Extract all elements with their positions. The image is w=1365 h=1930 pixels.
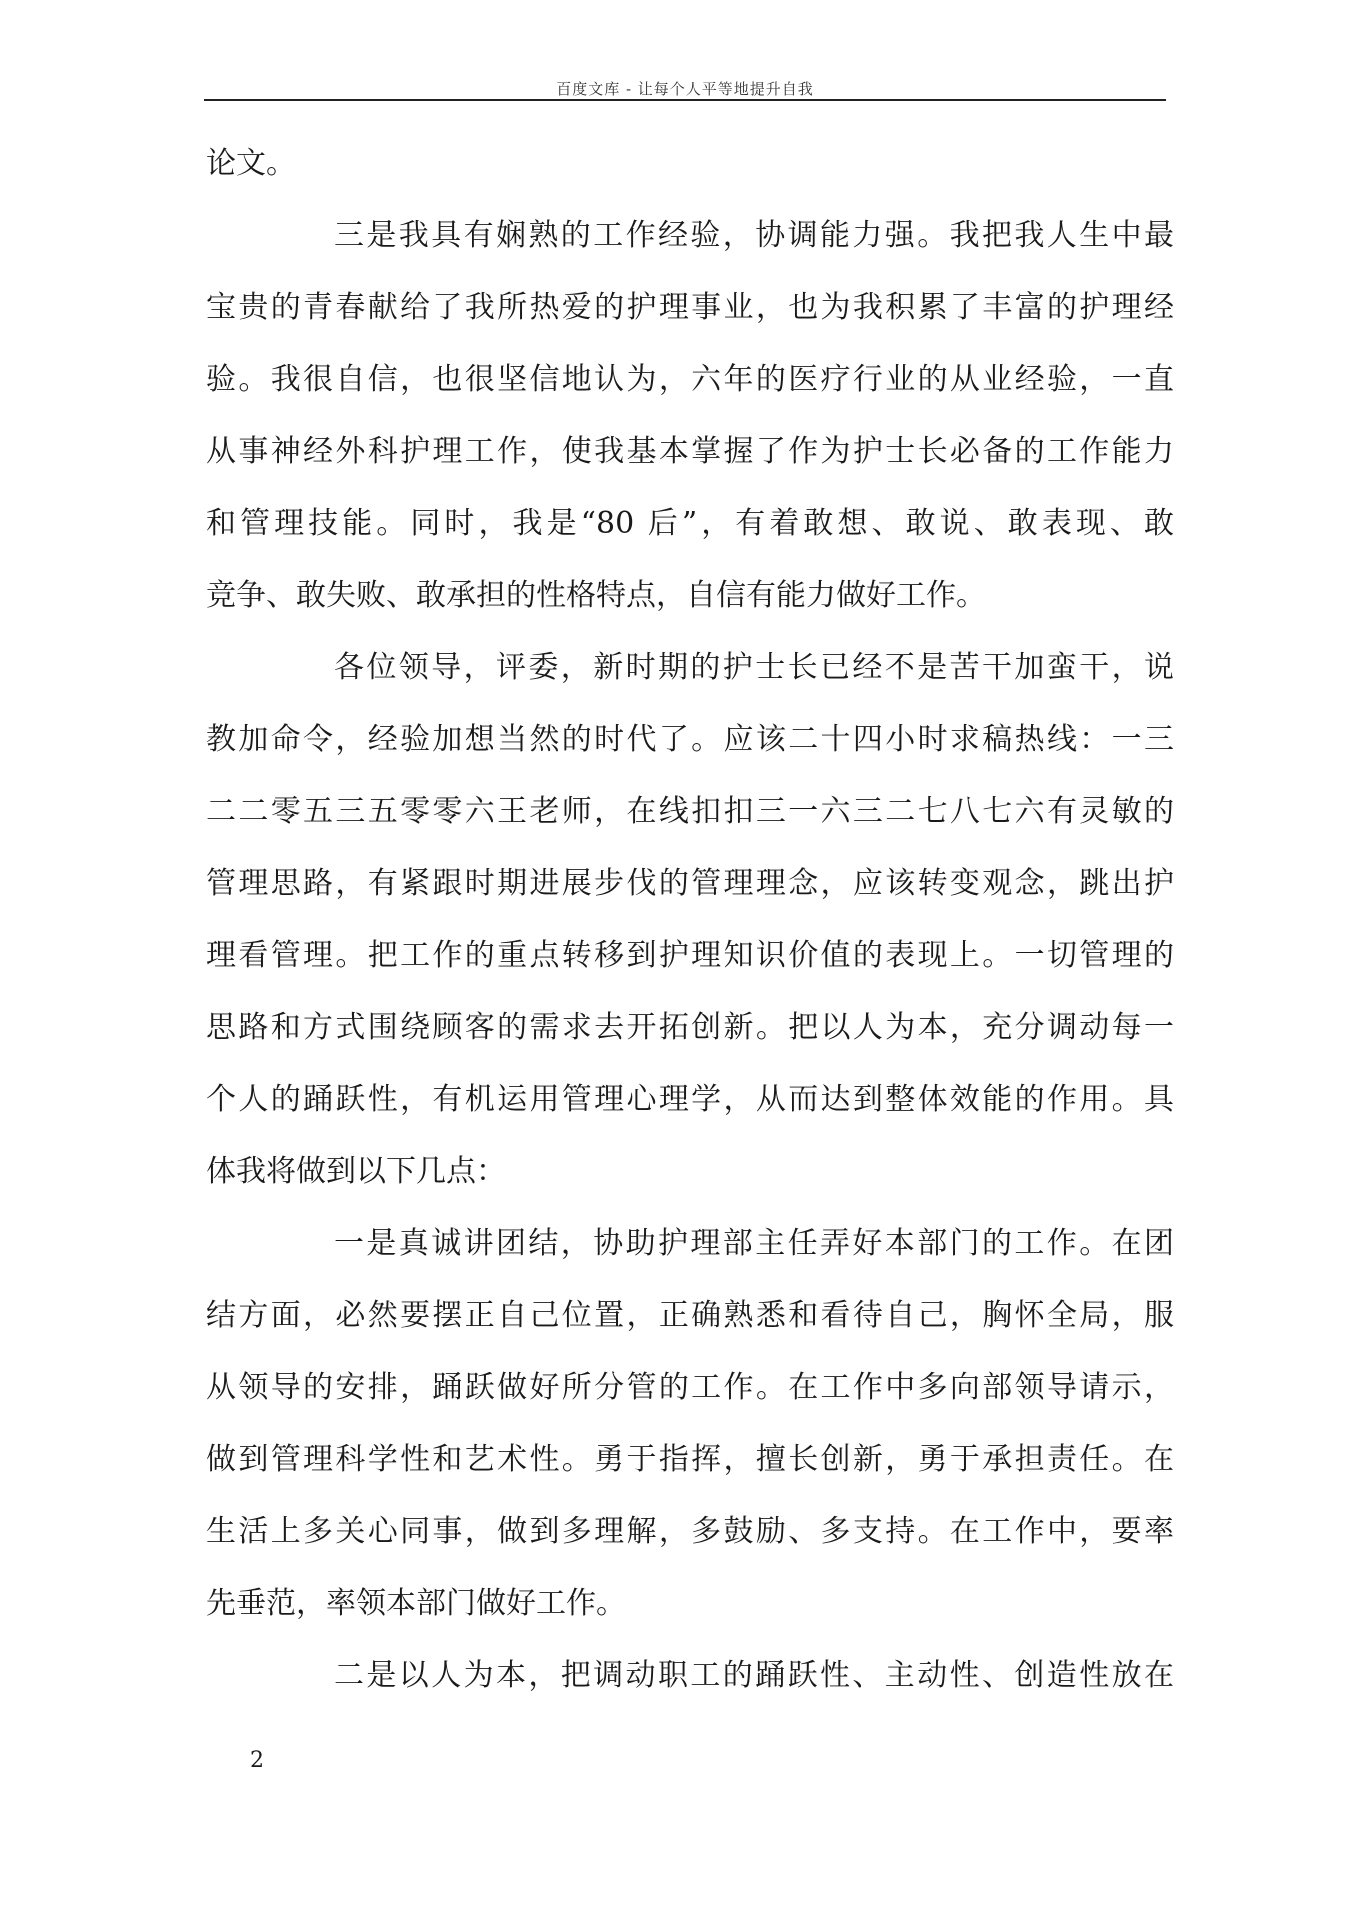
text-line: 和管理技能。同时，我是“80 后”，有着敢想、敢说、敢表现、敢	[206, 506, 1174, 541]
text-line: 教加命令，经验加想当然的时代了。应该二十四小时求稿热线：一三	[206, 722, 1174, 757]
text-line: 一是真诚讲团结，协助护理部主任弄好本部门的工作。在团	[334, 1226, 1174, 1261]
text-line: 生活上多关心同事，做到多理解，多鼓励、多支持。在工作中，要率	[206, 1514, 1174, 1549]
text-line: 各位领导，评委，新时期的护士长已经不是苦干加蛮干，说	[334, 650, 1174, 685]
text-line: 论文。	[206, 146, 296, 181]
text-line: 从事神经外科护理工作，使我基本掌握了作为护士长必备的工作能力	[206, 434, 1174, 469]
text-line: 二是以人为本，把调动职工的踊跃性、主动性、创造性放在	[334, 1658, 1174, 1693]
page-number: 2	[250, 1748, 264, 1773]
text-line: 先垂范，率领本部门做好工作。	[206, 1586, 626, 1621]
text-line: 从领导的安排，踊跃做好所分管的工作。在工作中多向部领导请示，	[206, 1370, 1174, 1405]
text-line: 宝贵的青春献给了我所热爱的护理事业，也为我积累了丰富的护理经	[206, 290, 1174, 325]
text-line: 三是我具有娴熟的工作经验，协调能力强。我把我人生中最	[334, 218, 1174, 253]
text-line: 体我将做到以下几点：	[206, 1154, 506, 1189]
text-line: 结方面，必然要摆正自己位置，正确熟悉和看待自己，胸怀全局，服	[206, 1298, 1174, 1333]
text-line: 做到管理科学性和艺术性。勇于指挥，擅长创新，勇于承担责任。在	[206, 1442, 1174, 1477]
text-line: 二二零五三五零零六王老师，在线扣扣三一六三二七八七六有灵敏的	[206, 794, 1174, 829]
text-line: 验。我很自信，也很坚信地认为，六年的医疗行业的从业经验，一直	[206, 362, 1174, 397]
text-line: 管理思路，有紧跟时期进展步伐的管理理念，应该转变观念，跳出护	[206, 866, 1174, 901]
text-line: 个人的踊跃性，有机运用管理心理学，从而达到整体效能的作用。具	[206, 1082, 1174, 1117]
text-line: 理看管理。把工作的重点转移到护理知识价值的表现上。一切管理的	[206, 938, 1174, 973]
header-rule	[204, 99, 1166, 101]
running-header: 百度文库 - 让每个人平等地提升自我	[556, 80, 814, 98]
text-line: 思路和方式围绕顾客的需求去开拓创新。把以人为本，充分调动每一	[206, 1010, 1174, 1045]
body-text	[206, 128, 1174, 1712]
text-line: 竞争、敢失败、敢承担的性格特点，自信有能力做好工作。	[206, 578, 986, 613]
